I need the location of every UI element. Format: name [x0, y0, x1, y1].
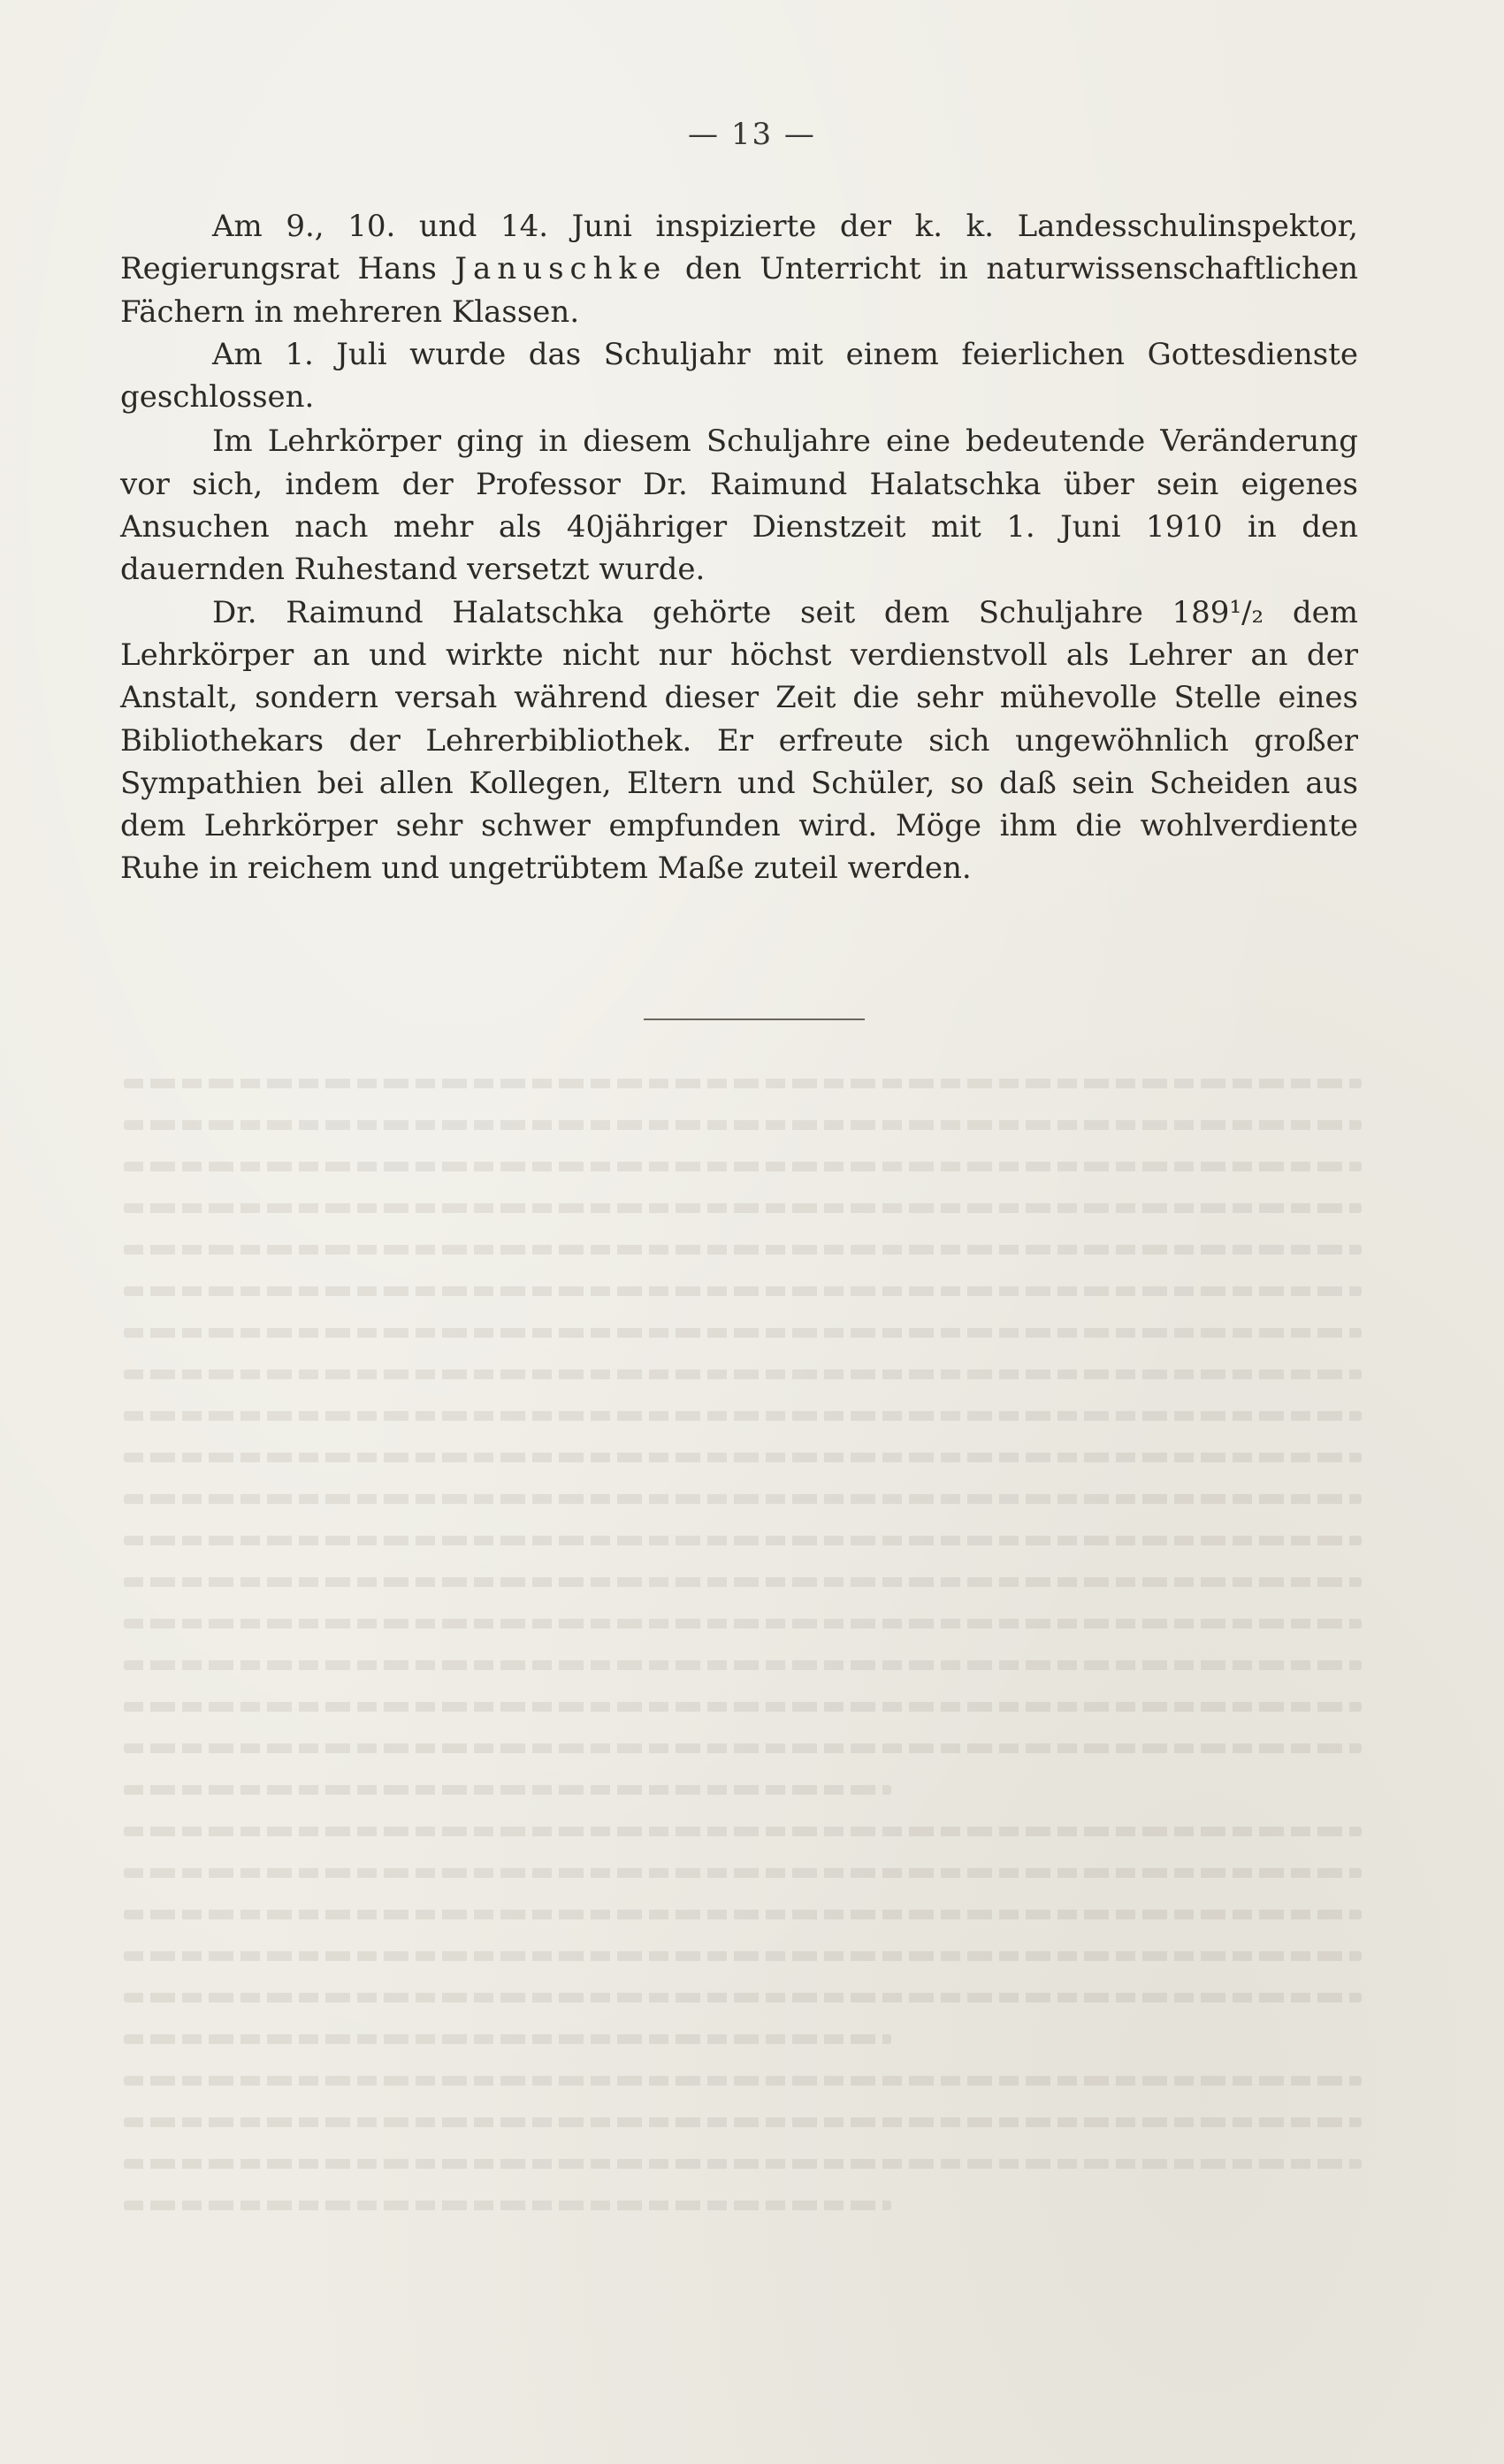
page-number: — 13 — — [688, 117, 816, 152]
year-fraction: ¹/₂ — [1229, 594, 1264, 630]
inspector-name: Januschke — [454, 251, 668, 287]
body-text — [120, 205, 1358, 890]
paragraph-inspection — [120, 205, 1358, 333]
paragraph-halatschka-start: Dr. Raimund Halatschka gehörte seit dem Schuljahre 189 — [212, 594, 1230, 630]
paragraph-halatschka — [120, 591, 1358, 890]
paragraph-inspection-start: Am 9., 10. und 14. Juni inspizierte der k. k. Landesschulinspektor, Regierungsrat Hans — [120, 209, 1358, 287]
paragraph-inspection-end: den Unterricht in naturwissenschaftlichen Fächern in mehreren Klassen. — [120, 251, 1358, 330]
reverse-side-bleed-through — [124, 1079, 1362, 2290]
section-divider — [644, 1018, 865, 1020]
paragraph-school-year-end: Am 1. Juli wurde das Schuljahr mit einem feierlichen Gottesdienste geschlossen. — [120, 336, 1358, 416]
paragraph-halatschka-end: dem Lehrkörper an und wirkte nicht nur höchst verdienstvoll als Lehrer an der Anstalt, sondern versah während dieser Zeit die sehr mühevolle Stelle eines Bibliothekars der Lehrerbibliothek. Er erfreute sich ungewöhnlich großer Sympathien bei allen Kollegen, Eltern und Schüler, so daß sein Scheiden aus dem Lehrkörper sehr schwer empfunden wird. Möge ihm die wohlverdiente Ruhe in reichem und ungetrübtem Maße zuteil werden. — [120, 594, 1358, 887]
paragraph-staff-change: Im Lehrkörper ging in diesem Schuljahre eine bedeutende Veränderung vor sich, indem der Professor Dr. Raimund Halatschka über sein eigenes Ansuchen nach mehr als 40jähriger Dienstzeit mit 1. Juni 1910 in den dauernden Ruhestand versetzt wurde. — [120, 423, 1358, 588]
